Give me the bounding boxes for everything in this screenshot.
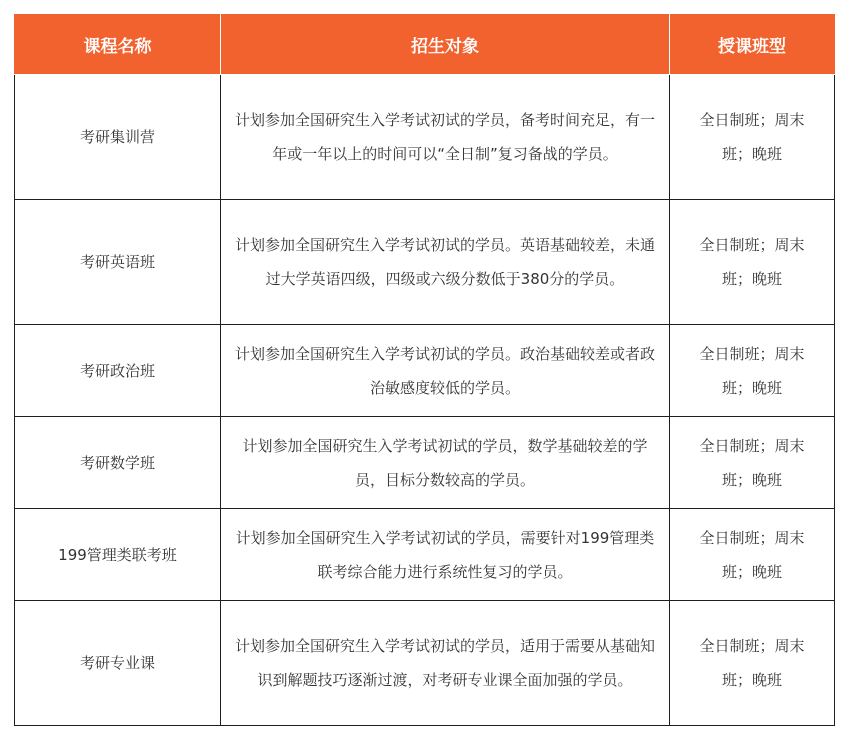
course-name-cell: 199管理类联考班 (15, 509, 221, 601)
course-name-cell: 考研专业课 (15, 601, 221, 726)
class-type-cell: 全日制班；周末班；晚班 (670, 200, 835, 325)
target-students-cell: 计划参加全国研究生入学考试初试的学员，适用于需要从基础知识到解题技巧逐渐过渡，对考研专业课全面加强的学员。 (221, 601, 670, 726)
table-row (15, 75, 835, 200)
header-class-type: 授课班型 (670, 15, 835, 75)
target-students-cell: 计划参加全国研究生入学考试初试的学员，备考时间充足，有一年或一年以上的时间可以“全日制”复习备战的学员。 (221, 75, 670, 200)
table-row (15, 509, 835, 601)
class-type-cell: 全日制班；周末班；晚班 (670, 509, 835, 601)
target-students-cell: 计划参加全国研究生入学考试初试的学员。政治基础较差或者政治敏感度较低的学员。 (221, 325, 670, 417)
table-row (15, 325, 835, 417)
course-name-cell: 考研政治班 (15, 325, 221, 417)
course-name-cell: 考研集训营 (15, 75, 221, 200)
target-students-cell: 计划参加全国研究生入学考试初试的学员，数学基础较差的学员，目标分数较高的学员。 (221, 417, 670, 509)
class-type-cell: 全日制班；周末班；晚班 (670, 325, 835, 417)
class-type-cell: 全日制班；周末班；晚班 (670, 75, 835, 200)
table-row (15, 601, 835, 726)
class-type-cell: 全日制班；周末班；晚班 (670, 417, 835, 509)
table-header (15, 15, 835, 75)
target-students-cell: 计划参加全国研究生入学考试初试的学员，需要针对199管理类联考综合能力进行系统性复习的学员。 (221, 509, 670, 601)
course-name-cell: 考研数学班 (15, 417, 221, 509)
course-table (14, 14, 835, 726)
course-table-container (14, 14, 834, 726)
header-course-name: 课程名称 (15, 15, 221, 75)
course-name-cell: 考研英语班 (15, 200, 221, 325)
header-target-students: 招生对象 (221, 15, 670, 75)
table-body (15, 75, 835, 726)
class-type-cell: 全日制班；周末班；晚班 (670, 601, 835, 726)
header-row (15, 15, 835, 75)
target-students-cell: 计划参加全国研究生入学考试初试的学员。英语基础较差，未通过大学英语四级，四级或六级分数低于380分的学员。 (221, 200, 670, 325)
table-row (15, 200, 835, 325)
table-row (15, 417, 835, 509)
